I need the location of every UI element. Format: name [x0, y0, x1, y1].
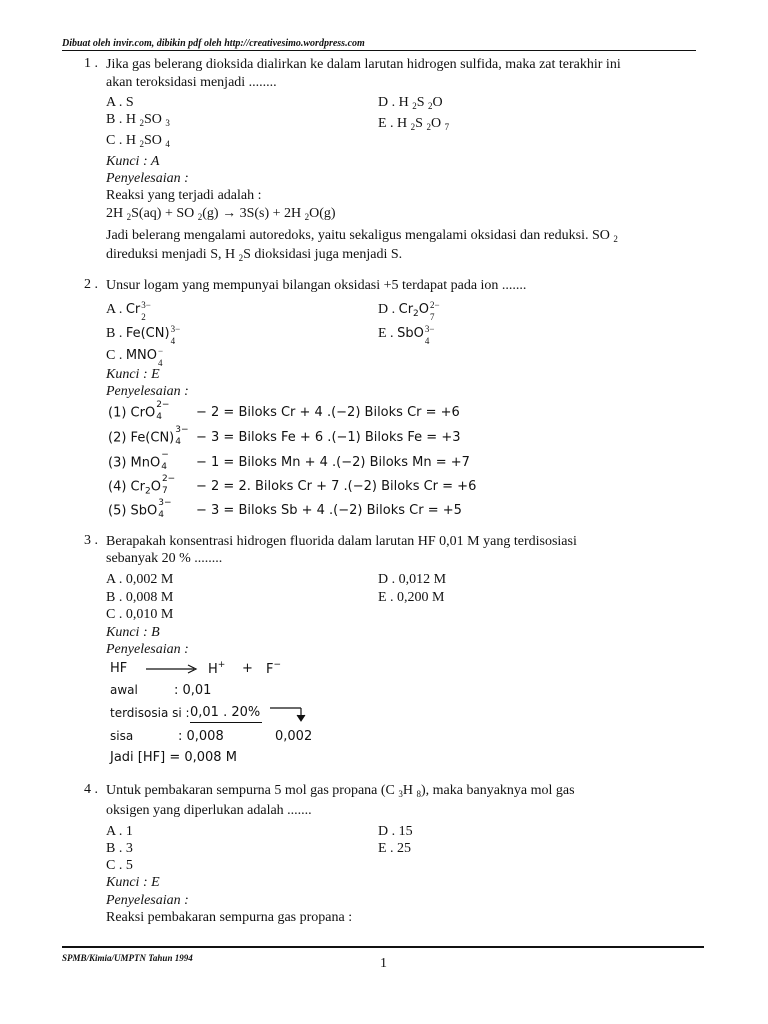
dissociation-hf: HF: [110, 661, 128, 676]
reaction-intro: Reaksi yang terjadi adalah :: [106, 188, 262, 203]
option-c: C . H $_2$SO $_4$: [106, 133, 170, 149]
answer-key: Kunci : A: [106, 154, 160, 169]
dissociated-value: 0,002: [275, 729, 313, 744]
question-text: sebanyak 20 % ........: [106, 551, 223, 566]
page-header: Dibuat oleh invir.com, dibikin pdf oleh http://creativesimo.wordpress.com: [62, 38, 365, 49]
answer-key: Kunci : E: [106, 875, 160, 890]
option-d: D . H $_2$S $_2$O: [378, 95, 443, 111]
option-d: D . $Cr_2O$ 2− 7: [378, 300, 440, 322]
oxidation-row-5: (5) SbO 3− 4: [108, 498, 172, 520]
question-text: Berapakah konsentrasi hidrogen fluorida dalam larutan HF 0,01 M yang terdisosiasi: [106, 534, 577, 549]
awal-value: : 0,01: [174, 683, 212, 698]
option-a: A . Cr 3− 2: [106, 300, 151, 322]
option-d: D . 0,012 M: [378, 572, 447, 587]
answer-key: Kunci : E: [106, 367, 160, 382]
terdisosiasi-value: 0,01 . 20%: [190, 705, 261, 720]
option-e: E . SbO 3− 4: [378, 324, 435, 346]
dissociation-fminus: F−: [266, 660, 282, 677]
oxidation-calc-4: − 2 = 2. Biloks Cr + 7 .(−2) Biloks Cr = +6: [196, 479, 477, 494]
solution-label: Penyelesaian :: [106, 171, 189, 186]
underline: [190, 722, 262, 723]
question-text: akan teroksidasi menjadi ........: [106, 75, 277, 90]
option-a: A . 1: [106, 824, 133, 839]
terdisosiasi-label: terdisosia si :: [110, 706, 190, 720]
solution-label: Penyelesaian :: [106, 893, 189, 908]
reaction-arrow-icon: [144, 662, 200, 676]
result-line: Jadi [HF] = 0,008 M: [110, 750, 237, 765]
sisa-value: : 0,008: [178, 729, 224, 744]
question-number: 3 .: [84, 533, 98, 548]
oxidation-calc-3: − 1 = Biloks Mn + 4 .(−2) Biloks Mn = +7: [196, 455, 470, 470]
question-text: Untuk pembakaran sempurna 5 mol gas propana (C $_3$H $_8$), maka banyaknya mol gas: [106, 783, 575, 799]
oxidation-row-4: (4) $Cr_2O$ 2− 7: [108, 474, 176, 497]
oxidation-calc-5: − 3 = Biloks Sb + 4 .(−2) Biloks Cr = +5: [196, 503, 462, 518]
explanation-line: Jadi belerang mengalami autoredoks, yaitu sekaligus mengalami oksidasi dan reduksi. SO $_2$: [106, 228, 618, 244]
option-b: B . H $_2$SO $_3$: [106, 112, 170, 128]
page-footer: SPMB/Kimia/UMPTN Tahun 1994: [62, 953, 193, 963]
solution-label: Penyelesaian :: [106, 384, 189, 399]
oxidation-row-2: (2) Fe(CN) 3− 4: [108, 425, 189, 447]
down-arrow-icon: [268, 706, 308, 722]
option-e: E . 25: [378, 841, 412, 856]
option-c: C . 0,010 M: [106, 607, 174, 622]
option-a: A . 0,002 M: [106, 572, 174, 587]
question-text: Jika gas belerang dioksida dialirkan ke dalam larutan hidrogen sulfida, maka zat terakhir ini: [106, 57, 621, 72]
oxidation-calc-1: − 2 = Biloks Cr + 4 .(−2) Biloks Cr = +6: [196, 405, 460, 420]
option-b: B . Fe(CN) 3− 4: [106, 324, 181, 346]
option-d: D . 15: [378, 824, 413, 839]
question-text: oksigen yang diperlukan adalah .......: [106, 803, 312, 818]
dissociation-hplus: H+: [208, 660, 226, 677]
oxidation-row-3: (3) MnO − 4: [108, 450, 169, 472]
oxidation-calc-2: − 3 = Biloks Fe + 6 .(−1) Biloks Fe = +3: [196, 430, 461, 445]
answer-key: Kunci : B: [106, 625, 160, 640]
option-b: B . 0,008 M: [106, 590, 174, 605]
reaction-equation: 2H $_2$S(aq) + SO $_2$(g) → 3S(s) + 2H $_2$O(g): [106, 206, 336, 222]
solution-label: Penyelesaian :: [106, 642, 189, 657]
oxidation-row-1: (1) CrO 2− 4: [108, 400, 170, 422]
header-rule: [62, 50, 696, 51]
footer-rule: [62, 946, 704, 948]
sisa-label: sisa: [110, 729, 134, 743]
explanation-line: direduksi menjadi S, H $_2$S dioksidasi juga menjadi S.: [106, 247, 403, 263]
question-number: 1 .: [84, 56, 98, 71]
reaction-intro: Reaksi pembakaran sempurna gas propana :: [106, 910, 353, 925]
awal-label: awal: [110, 683, 138, 697]
option-c: C . MNO − 4: [106, 346, 164, 368]
question-number: 4 .: [84, 782, 98, 797]
page-number: 1: [380, 956, 387, 971]
option-b: B . 3: [106, 841, 133, 856]
question-number: 2 .: [84, 277, 98, 292]
dissociation-plus: +: [242, 661, 253, 676]
option-e: E . 0,200 M: [378, 590, 445, 605]
option-a: A . S: [106, 95, 134, 110]
option-e: E . H $_2$S $_2$O $_7$: [378, 116, 450, 132]
question-text: Unsur logam yang mempunyai bilangan oksidasi +5 terdapat pada ion .......: [106, 278, 527, 293]
option-c: C . 5: [106, 858, 133, 873]
